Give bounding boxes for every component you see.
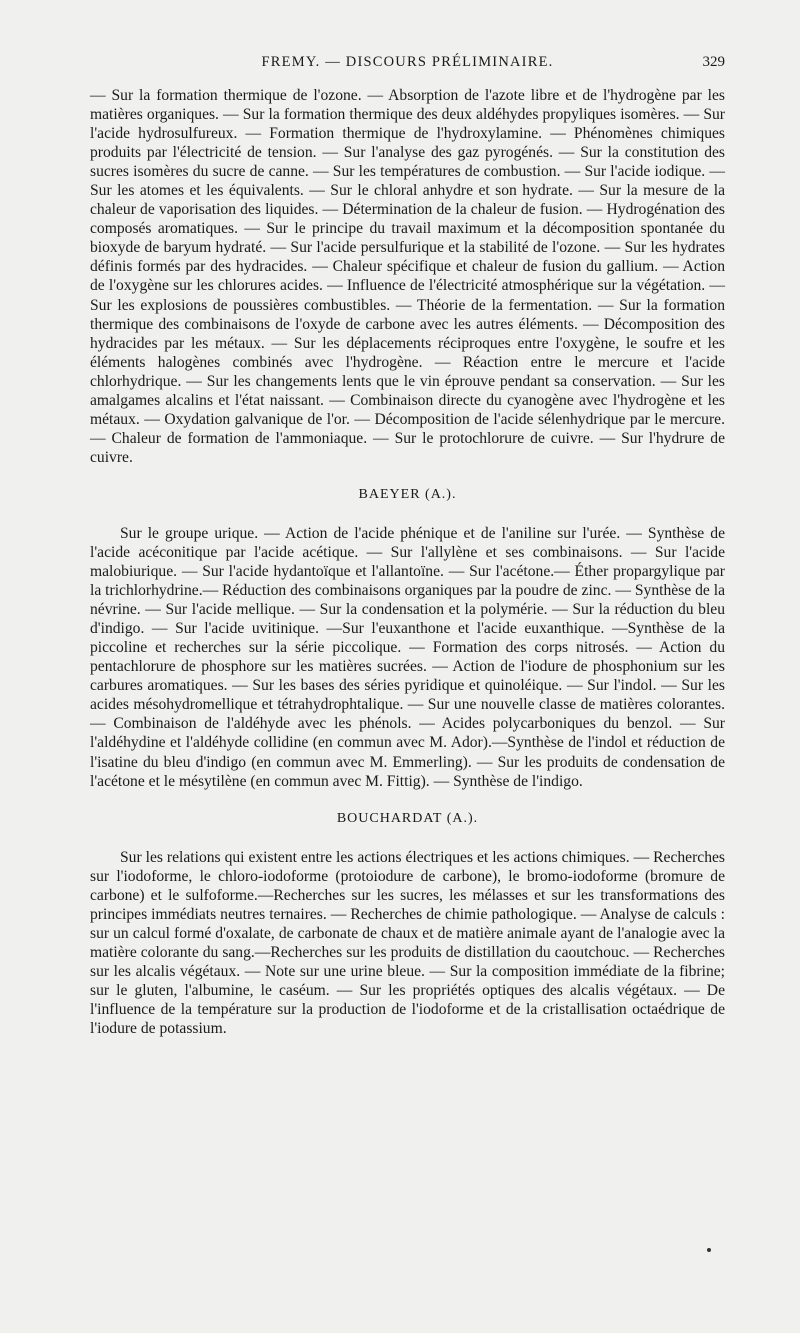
section-heading-baeyer: BAEYER (A.).: [358, 486, 457, 502]
page-number: 329: [702, 54, 725, 70]
page-dot-mark: [707, 1248, 711, 1252]
baeyer-paragraph: Sur le groupe urique. — Action de l'acide phénique et de l'aniline sur l'urée. — Synthèse de l'acide acéconitique par l'acide acétique. — Sur l'allylène et ses combinaisons. — Sur l'acide malobiurique. — Sur l'acide hydantoïque et l'allantoïne. — Sur l'acétone.— Éther propargylique par la trichlorhydrine.— Réduction des combinaisons organiques par la poudre de zinc. — Synthèse de la névrine. — Sur l'acide mellique. — Sur la condensation et la polymérie. — Sur la réduction du bleu d'indigo. — Sur l'acide uvitinique. —Sur l'euxanthone et l'acide euxanthique. —Synthèse de la piccoline et recherches sur la série piccolique. — Formation des corps nitrosés. — Action du pentachlorure de phosphore sur les matières sucrées. — Action de l'iodure de phosphonium sur les carbures aromatiques. — Sur les bases des séries pyridique et quinoléique. — Sur l'indol. — Sur les acides mésohydromellique et tétrahydrophtalique. — Sur une nouvelle classe de matières colorantes. — Combinaison de l'aldéhyde avec les phénols. — Acides polycarboniques du benzol. — Sur l'aldéhydine et l'aldéhyde collidine (en commun avec M. Ador).—Synthèse de l'indol et réduction de l'isatine du bleu d'indigo (en commun avec M. Emmerling). — Sur les produits de condensation de l'acétone et le mésytilène (en commun avec M. Fittig). — Synthèse de l'indigo.: [90, 524, 725, 790]
page-header: [90, 54, 725, 78]
bouchardat-paragraph: Sur les relations qui existent entre les actions électriques et les actions chimiques. — Recherches sur l'iodoforme, le chloro-iodoforme (protoiodure de carbone), le bromo-iodoforme (bromure de carbone) et le sulfoforme.—Recherches sur les sucres, les mélasses et sur les transformations des principes immédiats neutres ternaires. — Recherches de chimie pathologique. — Analyse de calculs : sur un calcul formé d'oxalate, de carbonate de chaux et de matière animale ayant de l'analogie avec la matière colorante du sang.—Recherches sur les produits de distillation du caoutchouc. — Recherches sur les alcalis végétaux. — Note sur une urine bleue. — Sur la composition immédiate de la fibrine; sur le gluten, l'albumine, le caséum. — Sur les propriétés optiques des alcalis végétaux. — De l'influence de la température sur la production de l'iodoforme et de la cristallisation octaédrique de l'iodure de potassium.: [90, 848, 725, 1038]
section-heading-bouchardat: BOUCHARDAT (A.).: [336, 810, 479, 826]
running-head: FREMY. — DISCOURS PRÉLIMINAIRE.: [261, 54, 554, 70]
intro-paragraph: — Sur la formation thermique de l'ozone. — Absorption de l'azote libre et de l'hydrogène par les matières organiques. — Sur la formation thermique des deux aldéhydes propyliques isomères. — Sur l'acide hydrosulfureux. — Formation thermique de l'hydroxylamine. — Phénomènes chimiques produits par l'électricité de tension. — Sur l'analyse des gaz pyrogénés. — Sur la constitution des sucres isomères du sucre de canne. — Sur les températures de combustion. — Sur l'acide iodique. — Sur les atomes et les équivalents. — Sur le chloral anhydre et son hydrate. — Sur la mesure de la chaleur de vaporisation des liquides. — Détermination de la chaleur de fusion. — Hydrogénation des composés aromatiques. — Sur le principe du travail maximum et la décomposition spontanée du bioxyde de baryum hydraté. — Sur l'acide persulfurique et la stabilité de l'ozone. — Sur les hydrates définis formés par des hydracides. — Chaleur spécifique et chaleur de fusion du gallium. — Action de l'oxygène sur les chlorures acides. — Influence de l'électricité atmosphérique sur la végétation. — Sur les explosions de poussières combustibles. — Théorie de la fermentation. — Sur la formation thermique des combinaisons de l'oxyde de carbone avec les autres éléments. — Décomposition des hydracides par les métaux. — Sur les déplacements réciproques entre l'oxygène, le soufre et les éléments halogènes combinés avec l'hydrogène. — Réaction entre le mercure et l'acide chlorhydrique. — Sur les changements lents que le vin éprouve pendant sa conservation. — Sur les amalgames alcalins et l'état naissant. — Combinaison directe du cyanogène avec l'hydrogène et les métaux. — Oxydation galvanique de l'or. — Décomposition de l'acide sélenhydrique par le mercure. — Chaleur de formation de l'ammoniaque. — Sur le protochlorure de cuivre. — Sur l'hydrure de cuivre.: [90, 87, 725, 466]
body-text: [90, 86, 725, 1038]
